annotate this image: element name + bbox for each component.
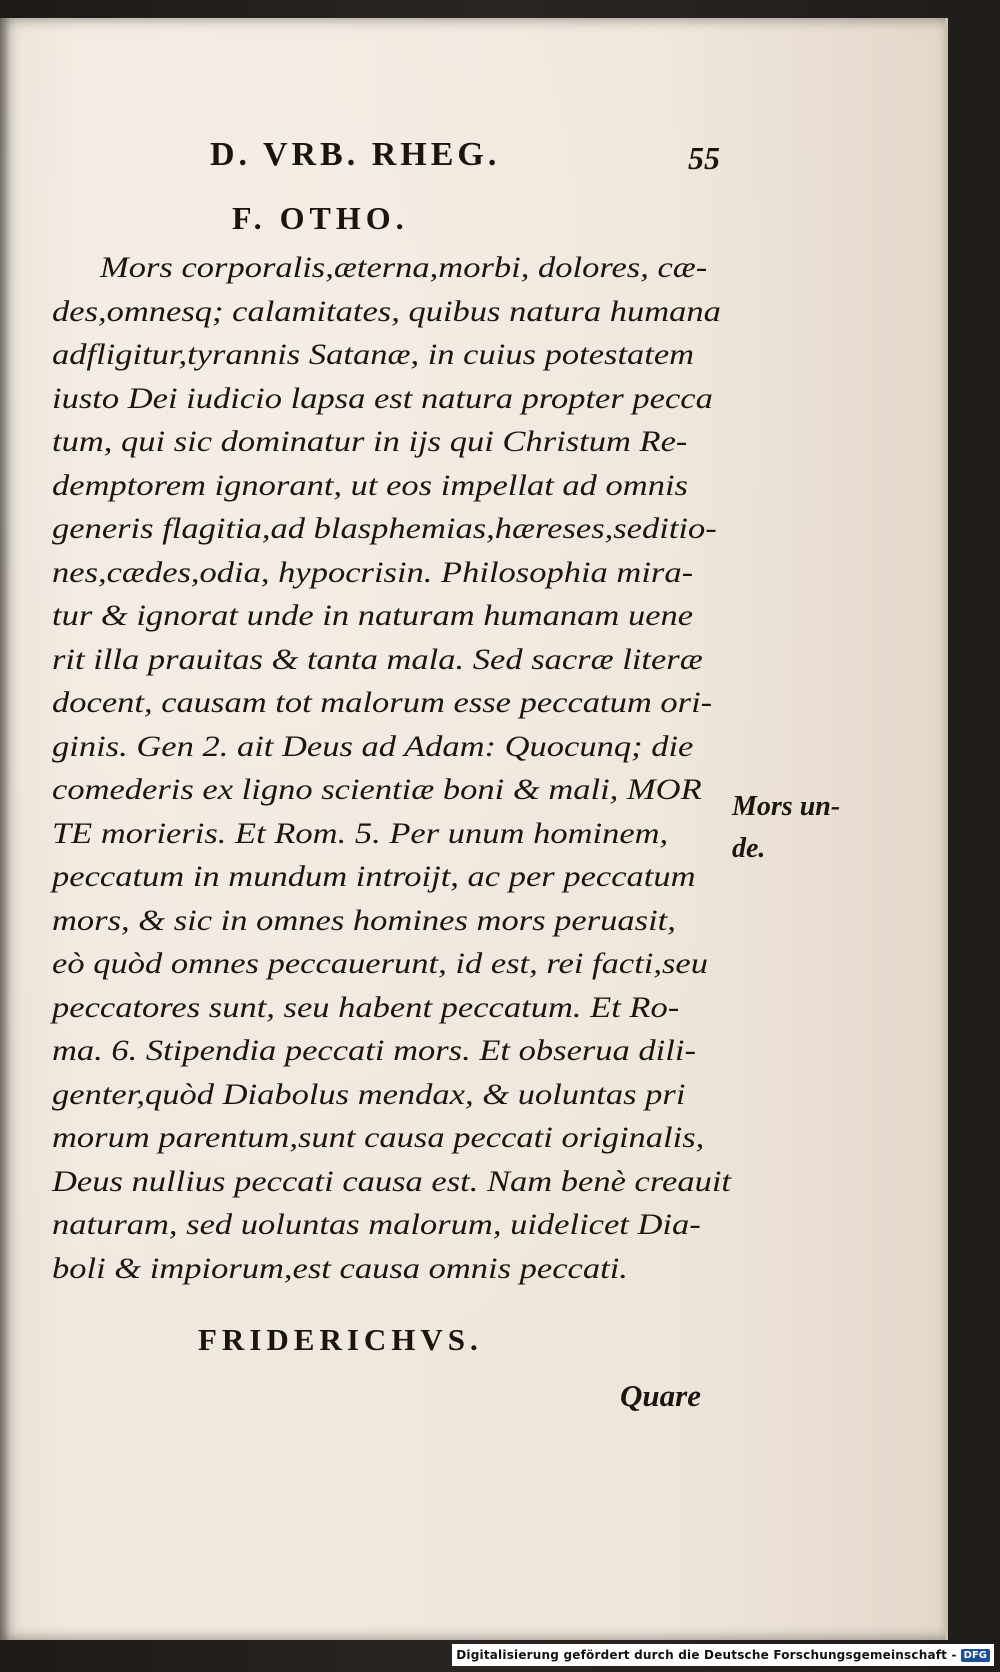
page-number: 55 (688, 140, 720, 176)
text-line: Deus nullius peccati causa est. Nam benè creauit (52, 1164, 732, 1198)
text-line: ma. 6. Stipendia peccati mors. Et obserua dili- (52, 1034, 696, 1067)
text-line: demptorem ignorant, ut eos impellat ad omnis (52, 468, 688, 502)
section-heading: F. OTHO. (232, 200, 409, 236)
text-line: ginis. Gen 2. ait Deus ad Adam: Quocunq; die (52, 729, 694, 763)
text-line: nes,cædes,odia, hypocrisin. Philosophia mira- (52, 555, 694, 589)
text-line: iusto Dei iudicio lapsa est natura propter pecca (52, 381, 713, 415)
text-line: morum parentum,sunt causa peccati originalis, (52, 1121, 705, 1154)
text-line: Mors corporalis,æterna,morbi, dolores, cæ- (100, 251, 708, 284)
speaker-heading: FRIDERICHVS. (198, 1322, 483, 1357)
text-line: peccatum in mundum introijt, ac per peccatum (52, 860, 696, 893)
text-line: TE morieris. Et Rom. 5. Per unum hominem, (52, 816, 669, 850)
digitization-footer (452, 1644, 994, 1666)
footer-credit: Digitalisierung gefördert durch die Deutsche Forschungsgemeinschaft - (456, 1648, 957, 1662)
text-line: rit illa prauitas & tanta mala. Sed sacræ literæ (52, 642, 703, 676)
text-line: naturam, sed uoluntas malorum, uidelicet Dia- (52, 1208, 701, 1241)
text-line: mors, & sic in omnes homines mors peruasit, (52, 903, 676, 937)
marginal-note-line: de. (732, 833, 766, 864)
text-line: tum, qui sic dominatur in ijs qui Christum Re- (52, 425, 688, 458)
text-line: docent, causam tot malorum esse peccatum ori- (52, 686, 713, 719)
marginal-note (732, 786, 872, 870)
text-line: generis flagitia,ad blasphemias,hæreses,seditio- (52, 512, 717, 545)
book-page (0, 18, 948, 1640)
running-head: D. VRB. RHEG. (210, 136, 501, 173)
text-line: tur & ignorat unde in naturam humanam uene (52, 599, 694, 632)
text-line: boli & impiorum,est causa omnis peccati. (52, 1251, 628, 1285)
catchword: Quare (620, 1378, 701, 1413)
text-line: genter,quòd Diabolus mendax, & uoluntas pri (52, 1077, 686, 1111)
text-line: adfligitur,tyrannis Satanæ, in cuius potestatem (52, 338, 695, 371)
body-text (52, 246, 732, 1290)
text-line: comederis ex ligno scientiæ boni & mali, MOR (52, 773, 702, 806)
text-line: peccatores sunt, seu habent peccatum. Et Ro- (52, 990, 680, 1024)
text-line: des,omnesq; calamitates, quibus natura humana (52, 294, 721, 328)
marginal-note-line: Mors un- (732, 791, 841, 822)
dfg-logo-icon: DFG (961, 1649, 990, 1662)
text-line: eò quòd omnes peccauerunt, id est, rei facti,seu (52, 947, 709, 980)
